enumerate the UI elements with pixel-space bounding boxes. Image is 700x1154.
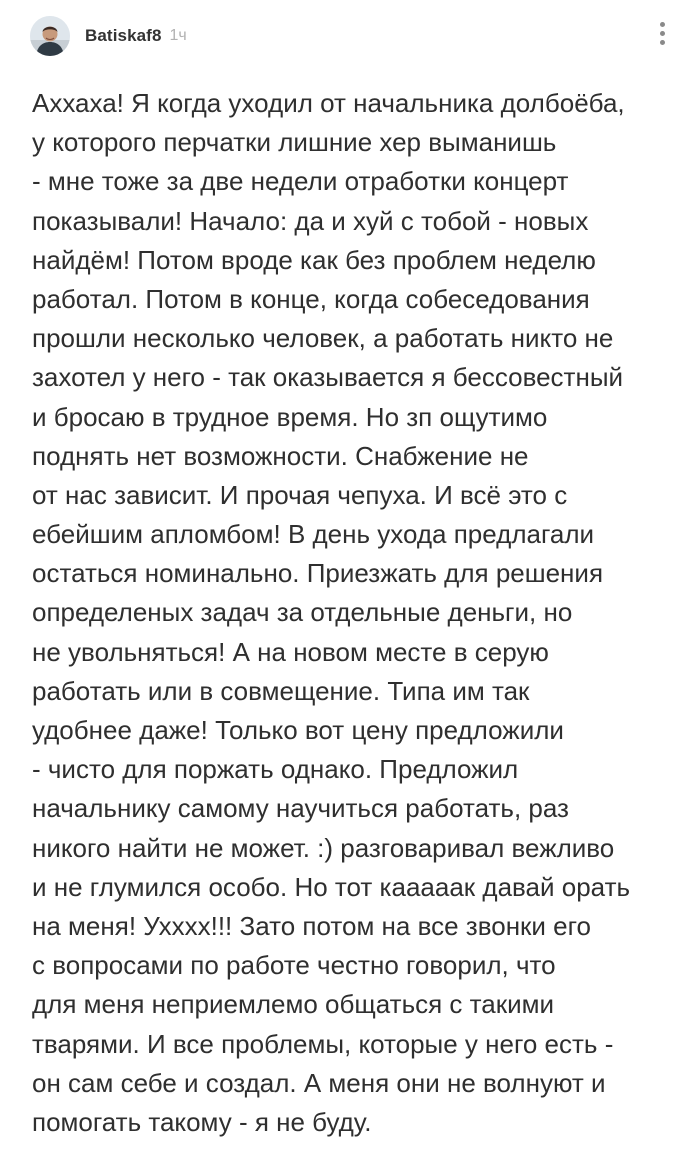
comment-text-line: и не глумился особо. Но тот кааааак давай орать <box>32 871 631 902</box>
comment-text-line: работать или в совмещение. Типа им так <box>32 675 530 706</box>
more-vertical-icon <box>660 22 665 27</box>
comment-header <box>30 14 187 58</box>
more-vertical-icon-dot <box>660 31 665 36</box>
comment-text-line: от нас зависит. И прочая чепуха. И всё это с <box>32 479 568 510</box>
comment-text-line: работал. Потом в конце, когда собеседования <box>32 283 590 314</box>
comment-text-line: начальнику самому научиться работать, раз <box>32 793 569 824</box>
comment-text-line: и бросаю в трудное время. Но зп ощутимо <box>32 401 548 432</box>
comment-text-line: для меня неприемлемо общаться с такими <box>32 989 555 1020</box>
comment-text-line: у которого перчатки лишние хер выманишь <box>32 127 557 158</box>
comment-text-line: - чисто для поржать однако. Предложил <box>32 754 519 785</box>
comment-text-line: определеных задач за отдельные деньги, но <box>32 597 573 628</box>
comment-text-line: поднять нет возможности. Снабжение не <box>32 440 529 471</box>
comment-text-line: он сам себе и создал. А меня они не волнуют и <box>32 1067 606 1098</box>
more-options-button[interactable] <box>652 16 672 50</box>
avatar[interactable] <box>30 16 70 56</box>
comment-text-line: ебейшим апломбом! В день ухода предлагали <box>32 519 595 550</box>
more-vertical-icon-dot <box>660 40 665 45</box>
comment-text-line: на меня! Ухххх!!! Зато потом на все звонки его <box>32 910 591 941</box>
comment-text-line: - мне тоже за две недели отработки концерт <box>32 166 569 197</box>
comment-text-line: никого найти не может. :) разговаривал вежливо <box>32 832 615 863</box>
author-name[interactable]: Batiskaf8 <box>85 26 162 45</box>
comment-text-line: не увольняться! А на новом месте в серую <box>32 636 549 667</box>
user-avatar-icon <box>30 16 70 56</box>
comment-text-line: с вопросами по работе честно говорил, что <box>32 950 556 981</box>
comment-body <box>32 84 677 1142</box>
comment-text-line: захотел у него - так оказывается я бессовестный <box>32 362 624 393</box>
comment-text-line: прошли несколько человек, а работать никто не <box>32 323 614 354</box>
comment-text-line: Аххаха! Я когда уходил от начальника долбоёба, <box>32 88 625 118</box>
comment-text-line: помогать такому - я не буду. <box>32 1106 372 1137</box>
comment-text-line: удобнее даже! Только вот цену предложили <box>32 715 564 745</box>
comment-text-line: показывали! Начало: да и хуй с тобой - новых <box>32 205 589 236</box>
comment-text-line: остаться номинально. Приезжать для решения <box>32 558 604 589</box>
comment-text-line: тварями. И все проблемы, которые у него есть - <box>32 1028 614 1059</box>
comment-time: 1ч <box>169 27 187 44</box>
comment-text-line: найдём! Потом вроде как без проблем неделю <box>32 244 596 275</box>
